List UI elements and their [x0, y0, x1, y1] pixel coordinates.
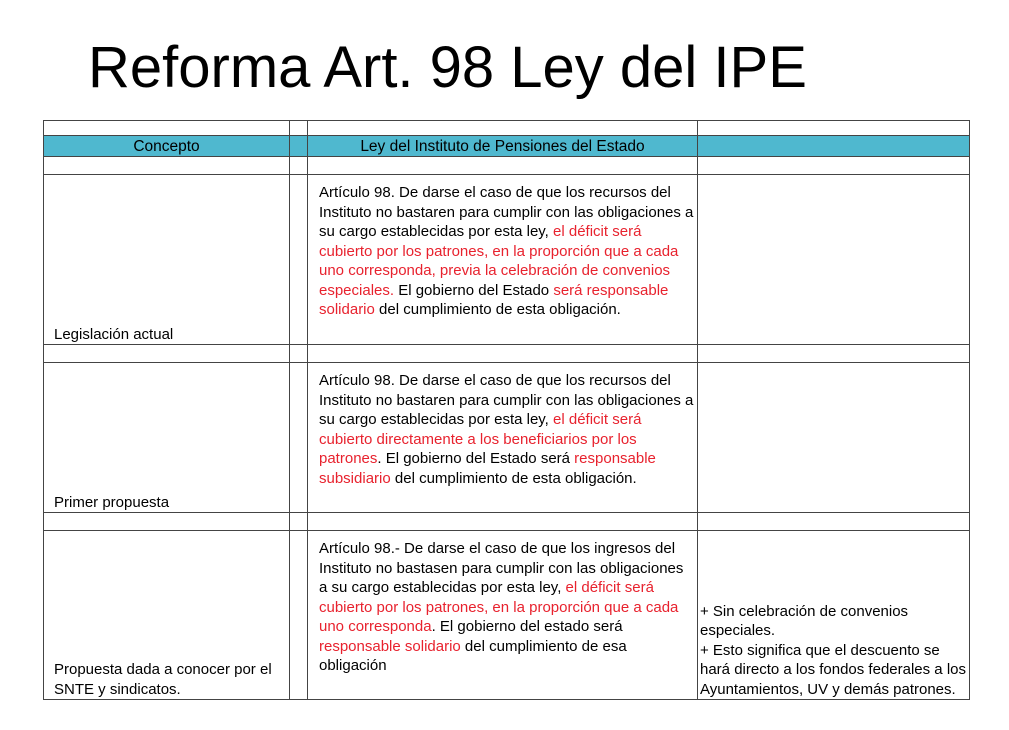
concepto-cell: Propuesta dada a conocer por el SNTE y sindicatos.: [44, 531, 290, 700]
concepto-cell: Primer propuesta: [44, 363, 290, 513]
spacer-row: [44, 121, 970, 136]
note-cell: + Sin celebración de convenios especiales. + Esto significa que el descuento se hará directo a los fondos federales a los Ayuntamientos, UV y demás patrones.: [698, 531, 970, 700]
spacer-row: [44, 513, 970, 531]
ley-cell: Artículo 98. De darse el caso de que los recursos del Instituto no bastaren para cumplir con las obligaciones a su cargo establecidas por esta ley, el déficit será cubierto directamente a los beneficiarios por los patrones. El gobierno del Estado será responsable subsidiario del cumplimiento de esta obligación.: [308, 363, 698, 513]
comparison-table: [43, 120, 970, 700]
spacer-row: [44, 157, 970, 175]
ley-cell: Artículo 98.- De darse el caso de que los ingresos del Instituto no bastasen para cumplir con las obligaciones a su cargo establecidas por esta ley, el déficit será cubierto por los patrones, en la proporción que a cada uno corresponda. El gobierno del estado será responsable solidario del cumplimiento de esa obligación: [308, 531, 698, 700]
note-cell: [698, 175, 970, 345]
page-title: Reforma Art. 98 Ley del IPE: [88, 35, 807, 100]
spacer-row: [44, 345, 970, 363]
table-row: [44, 175, 970, 345]
table-row: [44, 363, 970, 513]
header-row: [44, 136, 970, 157]
ley-cell: Artículo 98. De darse el caso de que los recursos del Instituto no bastaren para cumplir con las obligaciones a su cargo establecidas por esta ley, el déficit será cubierto por los patrones, en la proporción que a cada uno corresponda, previa la celebración de convenios especiales. El gobierno del Estado será responsable solidario del cumplimiento de esta obligación.: [308, 175, 698, 345]
note-cell: [698, 363, 970, 513]
header-ley: Ley del Instituto de Pensiones del Estado: [308, 136, 698, 157]
header-concepto: Concepto: [44, 136, 290, 157]
table-row: [44, 531, 970, 700]
concepto-cell: Legislación actual: [44, 175, 290, 345]
